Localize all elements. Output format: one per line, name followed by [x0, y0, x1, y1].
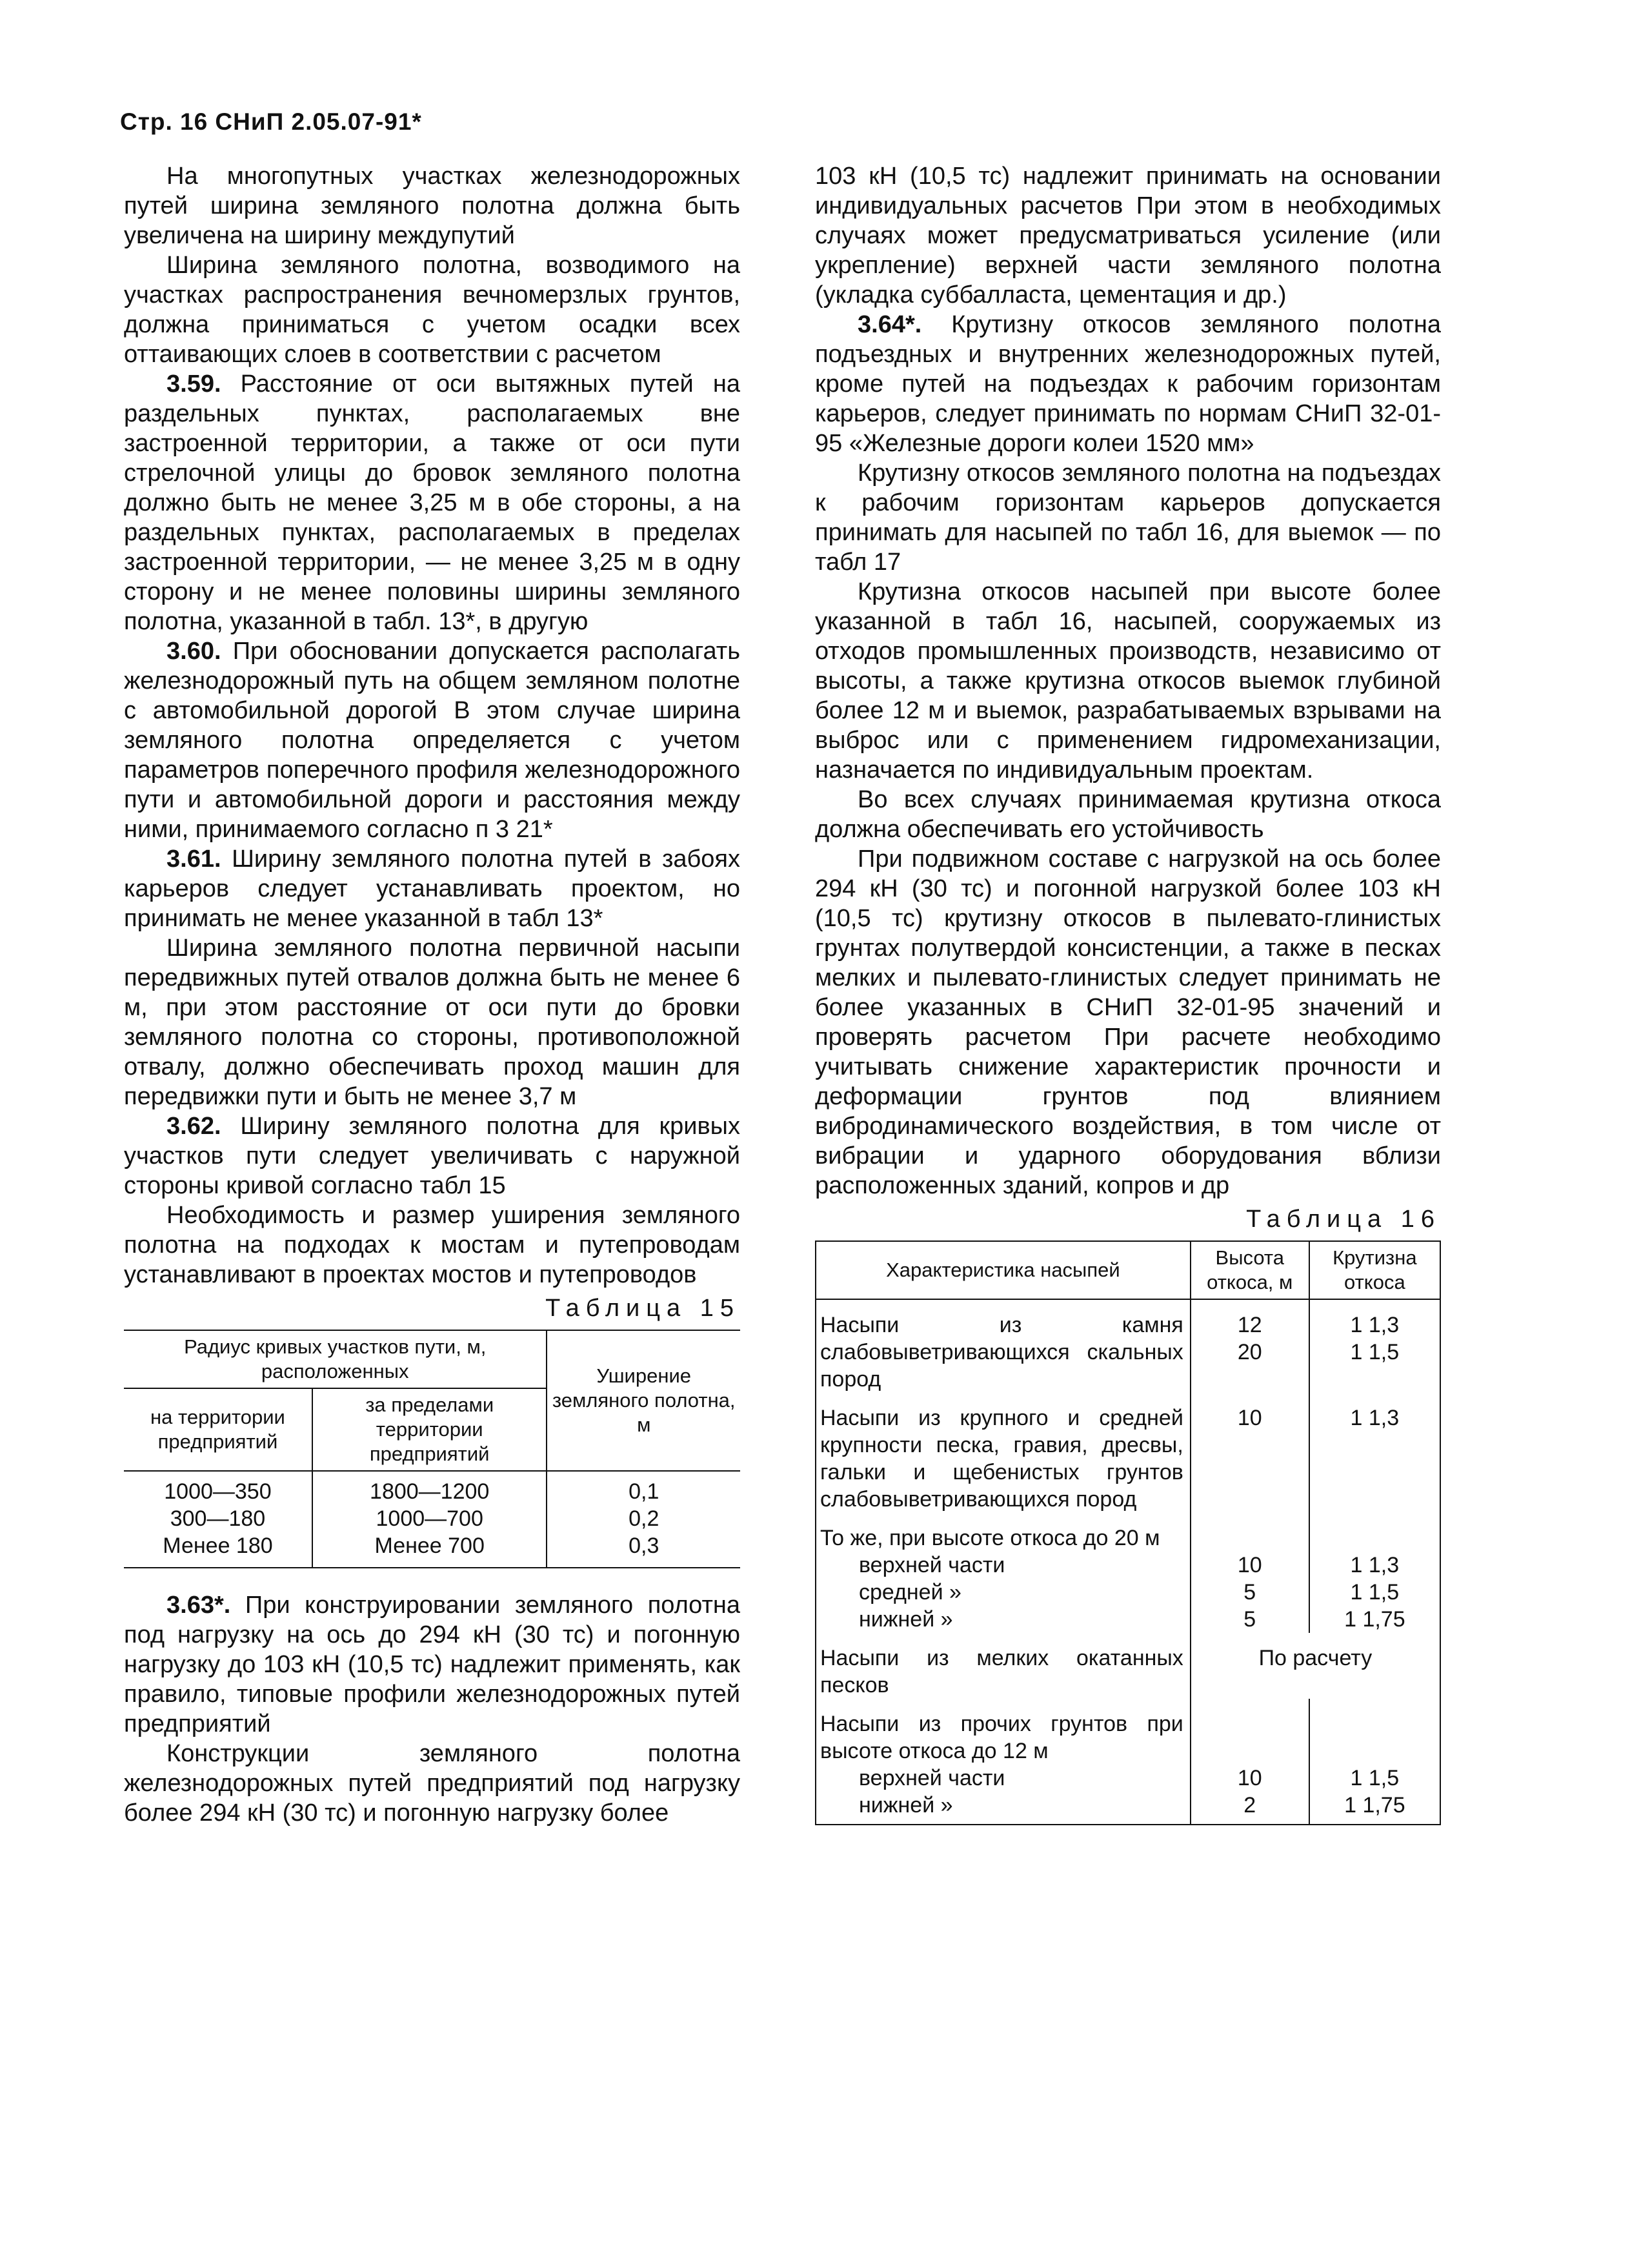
- table-cell: верхней части: [859, 1766, 1005, 1790]
- clause-number: 3.60.: [166, 638, 221, 665]
- clause-number: 3.63*.: [166, 1592, 231, 1619]
- cell-value: 1 1,5: [1350, 1340, 1400, 1364]
- table-row: [124, 1471, 740, 1505]
- table-cell: То же, при высоте откоса до 20 м: [820, 1526, 1160, 1550]
- table-cell: Насыпи из крупного и средней крупности песка, гравия, дресвы, гальки и щебенистых грунтов слабовыветривающихся пород: [820, 1406, 1183, 1512]
- table-cell: По расчету: [1191, 1633, 1440, 1699]
- table-header: Уширение земляного полотна, м: [547, 1330, 740, 1471]
- table-row: [816, 1633, 1440, 1699]
- table-cell: 10: [1191, 1765, 1309, 1792]
- clause-number: 3.61.: [166, 845, 221, 873]
- table-cell: 1000—700: [312, 1505, 547, 1532]
- clause-3-64: [815, 310, 1441, 458]
- table-cell: 0,2: [629, 1506, 659, 1531]
- table-cell: 5: [1191, 1606, 1309, 1633]
- table-cell: [1191, 1699, 1309, 1765]
- table-cell: Насыпи из камня слабовыветривающихся скальных пород: [820, 1313, 1183, 1392]
- paragraph: При подвижном составе с нагрузкой на ось более 294 кН (30 тс) и погонной нагрузкой более 103 кН (10,5 тс) крутизну откосов в пылевато-глинистых грунтах полутвердой консистенции, а также в песках мелких и пылевато-глинистых следует принимать не более указанных в СНиП 32-01-95 значений и проверять расчетом При расчете необходимо учитывать снижение характеристик прочности и деформации грунтов под влиянием вибродинамического воздействия, в том числе от вибрации и ударного оборудования вблизи расположенных зданий, копров и др: [815, 845, 1441, 1199]
- cell-value: 1 1,3: [1350, 1313, 1400, 1337]
- paragraph: Ширина земляного полотна первичной насыпи передвижных путей отвалов должна быть не менее 6 м, при этом расстояние от оси пути до бровки земляного полотна со стороны, противоположной отвалу, должно обеспечивать проход машин для передвижки пути и быть не менее 3,7 м: [124, 935, 740, 1110]
- paragraph: На многопутных участках железнодорожных путей ширина земляного полотна должна быть увеличена на ширину междупутий: [124, 163, 740, 249]
- paragraph: Ширина земляного полотна, возводимого на участках распространения вечномерзлых грунтов, должна приниматься с учетом осадки всех оттаивающих слоев в соответствии с расчетом: [124, 252, 740, 368]
- clause-3-61: [124, 844, 740, 933]
- table-16: [815, 1240, 1441, 1825]
- clause-number: 3.62.: [166, 1113, 221, 1140]
- table-cell: Менее 700: [312, 1532, 547, 1568]
- table-cell: 0,3: [629, 1534, 659, 1558]
- table-cell: 2: [1191, 1792, 1309, 1825]
- table-row: [816, 1606, 1440, 1633]
- table-cell: 10: [1191, 1393, 1309, 1513]
- table-cell: [1191, 1299, 1309, 1393]
- table-cell: 1 1,75: [1309, 1792, 1440, 1825]
- table-cell: 1 1,3: [1309, 1393, 1440, 1513]
- table-cell: 0,1: [629, 1479, 659, 1504]
- table-cell: Менее 180: [124, 1532, 312, 1568]
- table-row: [124, 1532, 740, 1568]
- clause-text: При конструировании земляного полотна под нагрузку на ось до 294 кН (30 тс) и погонную нагрузку до 103 кН (10,5 тс) надлежит применять, как правило, типовые профили железнодорожных путей предприятий: [124, 1592, 740, 1737]
- table-cell: [1309, 1299, 1440, 1393]
- paragraph: 103 кН (10,5 тс) надлежит принимать на основании индивидуальных расчетов При этом в необходимых случаях может предусматриваться усиление (или укрепление) верхней части земляного полотна (укладка суббалласта, цементация и др.): [815, 163, 1441, 309]
- table-cell: [1191, 1513, 1309, 1552]
- clause-number: 3.64*.: [858, 311, 922, 338]
- table-cell: 1 1,5: [1309, 1579, 1440, 1606]
- clause-3-60: [124, 636, 740, 844]
- table-header: Крутизна откоса: [1309, 1241, 1440, 1299]
- table-header: на территории предприятий: [124, 1388, 312, 1471]
- clause-text: Ширину земляного полотна путей в забоях карьеров следует устанавливать проектом, но принимать не менее указанной в табл 13*: [124, 845, 740, 932]
- table-header: Радиус кривых участков пути, м, расположенных: [124, 1330, 547, 1388]
- table-cell: [1309, 1699, 1440, 1765]
- table-row: [816, 1393, 1440, 1513]
- table-cell: верхней части: [859, 1553, 1005, 1577]
- table-row: [816, 1513, 1440, 1552]
- clause-text: При обосновании допускается располагать железнодорожный путь на общем земляном полотне с автомобильной дорогой В этом случае ширина земляного полотна определяется с учетом параметров поперечного профиля железнодорожного пути и автомобильной дороги и расстояния между ними, принимаемого согласно п 3 21*: [124, 638, 740, 843]
- table-cell: средней »: [859, 1580, 961, 1605]
- table-cell: 1 1,3: [1309, 1552, 1440, 1579]
- table-row: [816, 1792, 1440, 1825]
- table-16-caption: Таблица 16: [1246, 1206, 1441, 1233]
- paragraph: Конструкции земляного полотна железнодорожных путей предприятий под нагрузку более 294 кН (30 тс) и погонную нагрузку более: [124, 1740, 740, 1827]
- table-cell: Насыпи из мелких окатанных песков: [820, 1646, 1183, 1697]
- table-cell: 1800—1200: [312, 1471, 547, 1505]
- paragraph: Крутизна откосов насыпей при высоте более указанной в табл 16, насыпей, сооружаемых из отходов промышленных производств, независимо от высоты, а также крутизна откосов выемок глубиной более 12 м и выемок, разрабатываемых взрывами на выброс или с применением гидромеханизации, назначается по индивидуальным проектам.: [815, 578, 1441, 784]
- clause-text: Расстояние от оси вытяжных путей на раздельных пунктах, располагаемых вне застроенной территории, а также от оси пути стрелочной улицы до бровок земляного полотна должно быть не менее 3,25 м в обе стороны, а на раздельных пунктах, располагаемых в пределах застроенной территории, — не менее 3,25 м в одну сторону и не менее половины ширины земляного полотна, указанной в табл. 13*, в другую: [124, 370, 740, 635]
- paragraph: Крутизну откосов земляного полотна на подъездах к рабочим горизонтам карьеров допускается принимать для насыпей по табл 16, для выемок — по табл 17: [815, 460, 1441, 576]
- table-cell: [1309, 1513, 1440, 1552]
- right-column: [815, 161, 1441, 1825]
- table-cell: нижней »: [859, 1607, 953, 1632]
- table-cell: 10: [1191, 1552, 1309, 1579]
- table-row: [816, 1579, 1440, 1606]
- table-row: [816, 1699, 1440, 1765]
- paragraph: Во всех случаях принимаемая крутизна откоса должна обеспечивать его устойчивость: [815, 786, 1441, 843]
- table-cell: нижней »: [859, 1793, 953, 1817]
- cell-value: 12: [1237, 1313, 1262, 1337]
- paragraph: Необходимость и размер уширения земляного полотна на подходах к мостам и путепроводам устанавливают в проектах мостов и путепроводов: [124, 1202, 740, 1288]
- table-cell: 5: [1191, 1579, 1309, 1606]
- clause-text: Ширину земляного полотна для кривых участков пути следует увеличивать с наружной стороны кривой согласно табл 15: [124, 1113, 740, 1199]
- table-15: [124, 1330, 740, 1568]
- cell-value: 20: [1237, 1340, 1262, 1364]
- table-cell: 1000—350: [124, 1471, 312, 1505]
- page-header: Стр. 16 СНиП 2.05.07-91*: [120, 108, 422, 135]
- table-cell: 1 1,5: [1309, 1765, 1440, 1792]
- table-row: [816, 1299, 1440, 1393]
- table-header: Характеристика насыпей: [816, 1241, 1191, 1299]
- table-row: [816, 1552, 1440, 1579]
- table-cell: 300—180: [124, 1505, 312, 1532]
- table-cell: Насыпи из прочих грунтов при высоте откоса до 12 м: [820, 1712, 1183, 1763]
- table-cell: 1 1,75: [1309, 1606, 1440, 1633]
- table-header: Высота откоса, м: [1191, 1241, 1309, 1299]
- table-row: [124, 1505, 740, 1532]
- clause-number: 3.59.: [166, 370, 221, 398]
- clause-3-59: [124, 369, 740, 636]
- left-column: [124, 161, 740, 1828]
- clause-3-63: [124, 1590, 740, 1739]
- clause-text: Крутизну откосов земляного полотна подъездных и внутренних железнодорожных путей, кроме путей на подъездах к рабочим горизонтам карьеров, следует принимать по нормам СНиП 32-01-95 «Железные дороги колеи 1520 мм»: [815, 311, 1441, 457]
- table-15-caption: Таблица 15: [545, 1295, 740, 1322]
- clause-3-62: [124, 1111, 740, 1200]
- table-row: [816, 1765, 1440, 1792]
- table-header: за пределами территории предприятий: [312, 1388, 547, 1471]
